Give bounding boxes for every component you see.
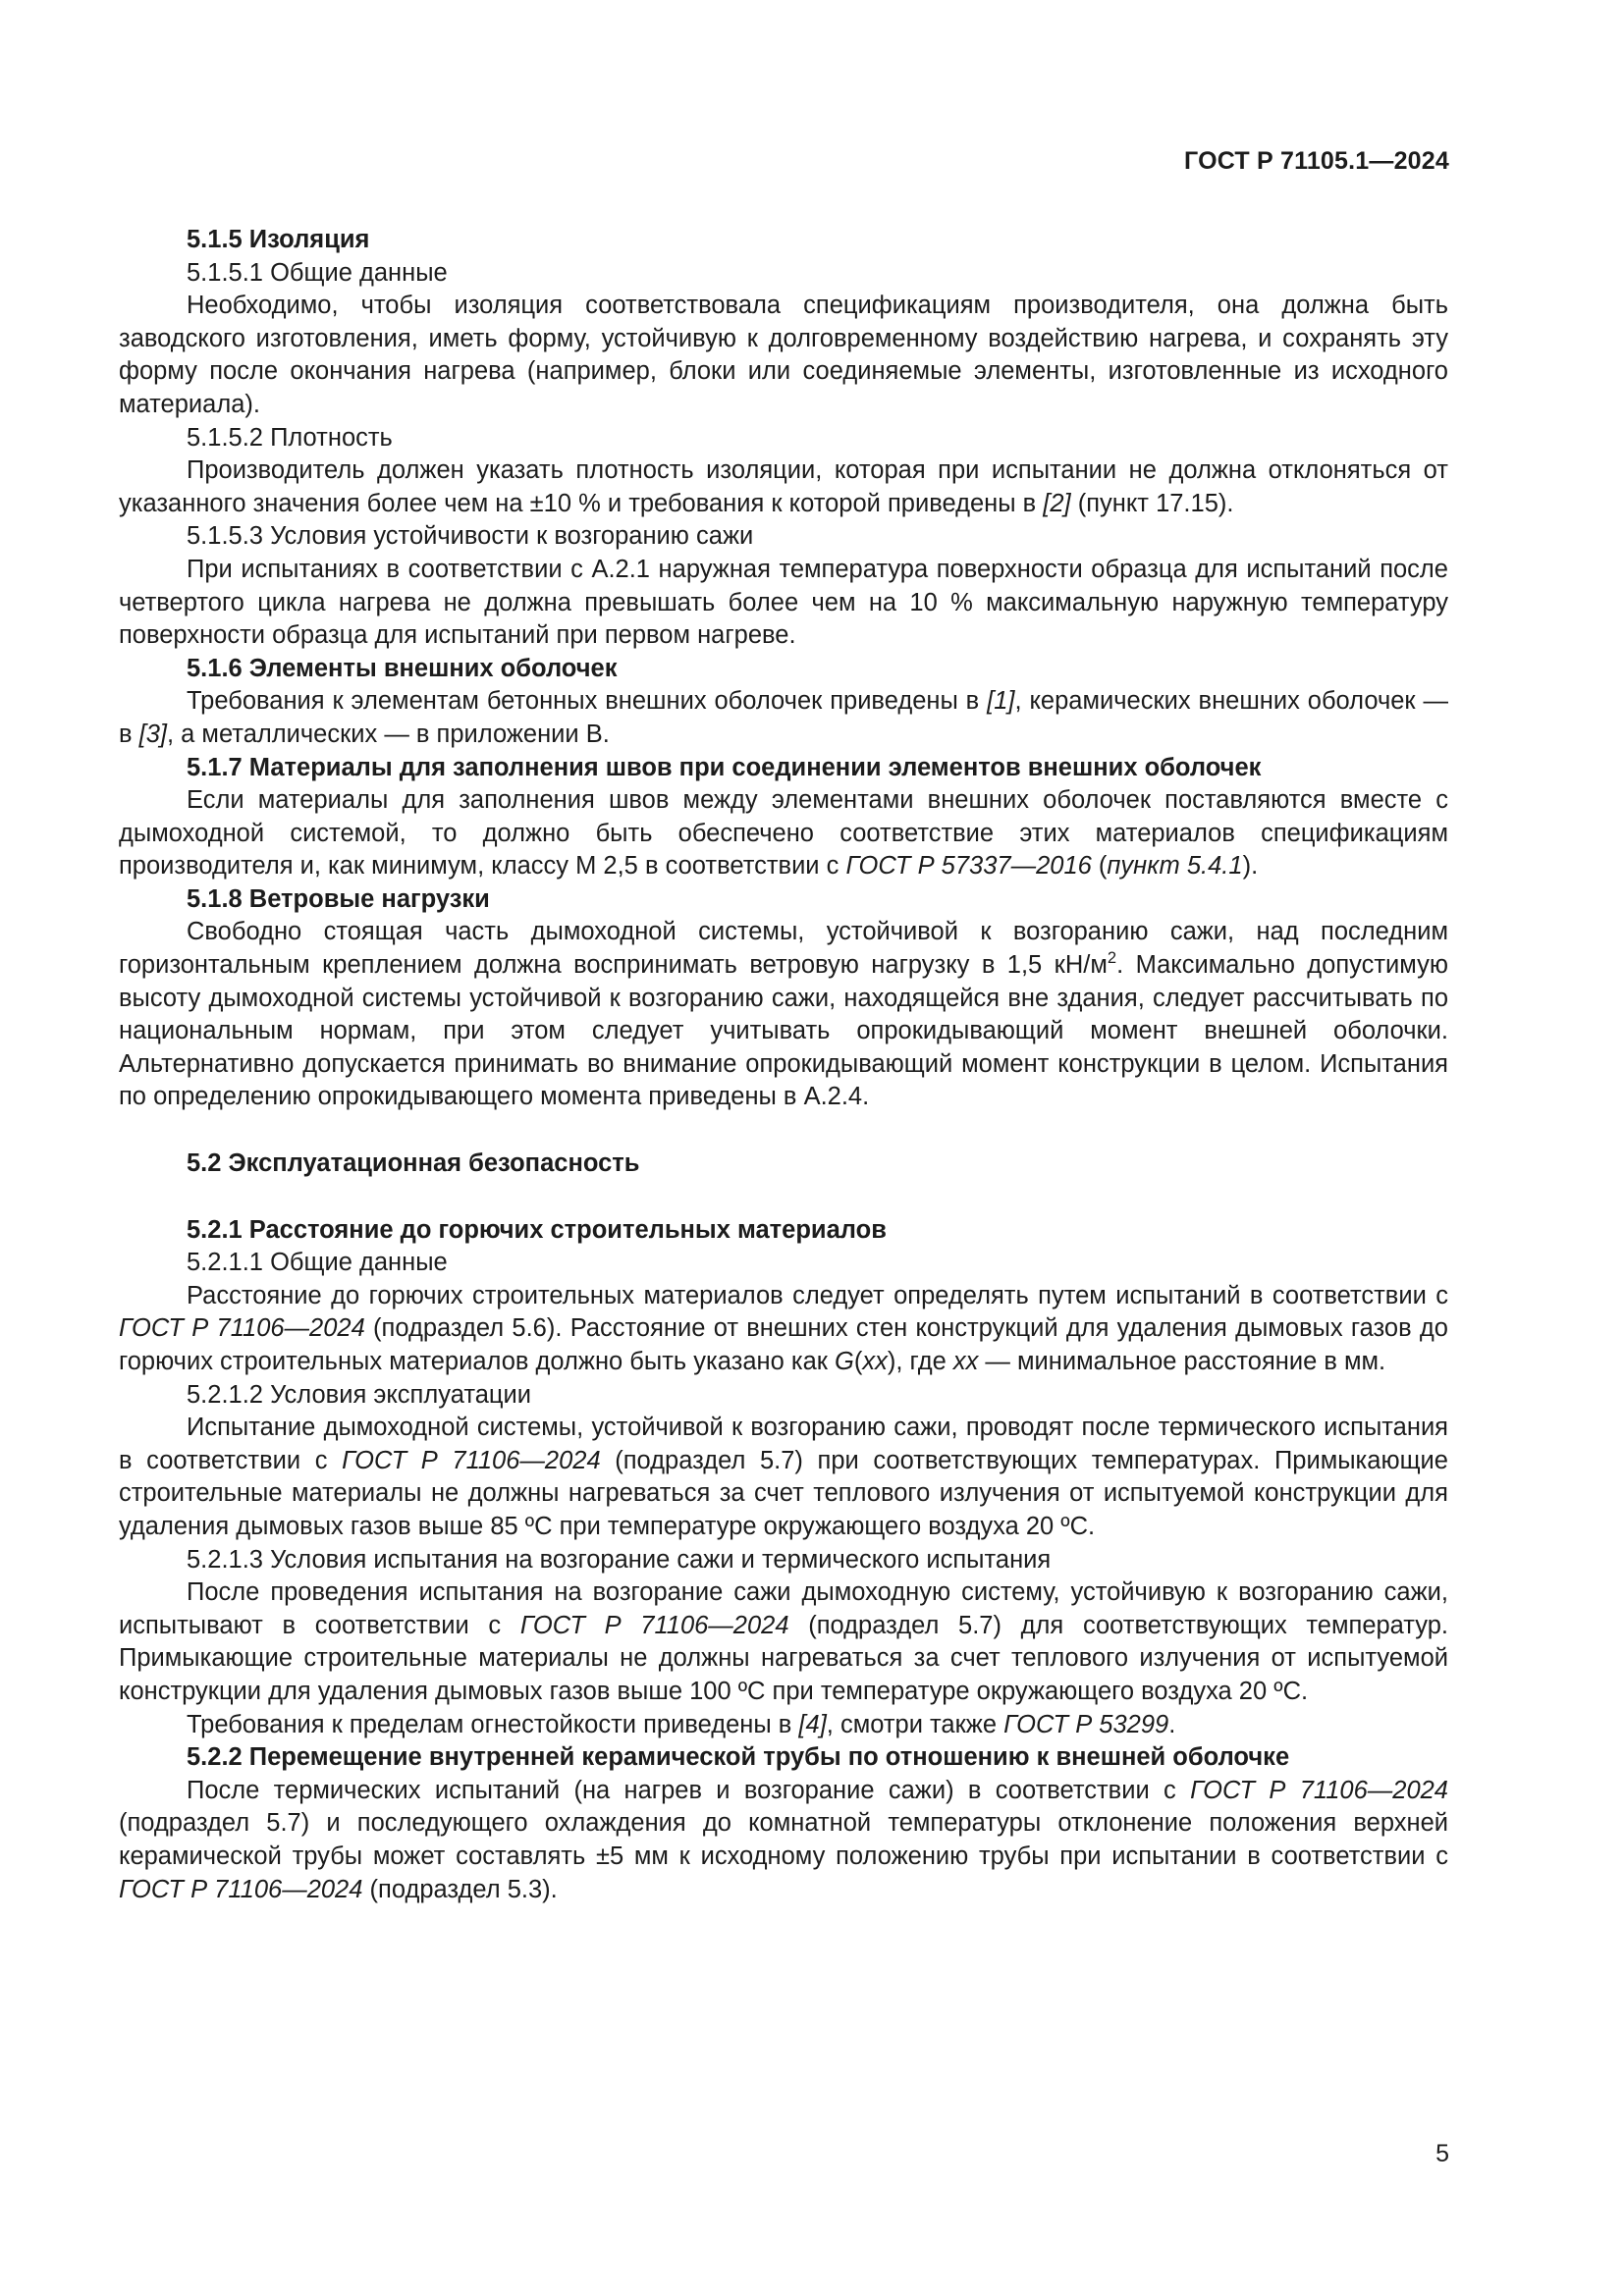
text-run: Требования к элементам бетонных внешних оболочек приведены в	[187, 687, 988, 716]
section-5-2-1-heading: 5.2.1 Расстояние до горючих строительных материалов	[187, 1215, 887, 1244]
standard-ref: ГОСТ Р 71106—2024	[119, 1875, 363, 1903]
text-run: . Максимально допустимую высоту дымоходной системы устойчивой к возгоранию сажи, находящейся вне здания, следует рассчитывать по национальным нормам, при этом следует учитывать опрокидывающий момент внешней оболочки. Альтернативно допускается принимать во внимание опрокидывающий момент конструкции в целом. Испытания по определению опрокидывающего момента приведены в А.2.4.	[119, 951, 1448, 1111]
document-code-header: ГОСТ Р 71105.1—2024	[1184, 147, 1449, 175]
section-5-2-2-heading: 5.2.2 Перемещение внутренней керамической трубы по отношению к внешней оболочке	[187, 1743, 1290, 1772]
text-run: После проведения испытания на возгорание сажи дымоходную систему, устойчивую к возгоранию сажи, испытывают в соответствии с	[119, 1578, 1448, 1639]
bibliography-ref: [1]	[987, 687, 1015, 716]
standard-ref: ГОСТ Р 71106—2024	[519, 1611, 789, 1639]
bibliography-ref: [4]	[798, 1710, 827, 1738]
clause-5-2-1-3-heading: 5.2.1.3 Условия испытания на возгорание сажи и термического испытания	[187, 1545, 1052, 1574]
bibliography-ref: [2]	[1043, 489, 1071, 517]
clause-5-2-1-2-text	[119, 1412, 1448, 1543]
clause-5-1-5-3-heading: 5.1.5.3 Условия устойчивости к возгоранию сажи	[187, 522, 754, 551]
text-run: Если материалы для заполнения швов между элементами внешних оболочек поставляются вместе с дымоходной системой, то должно быть обеспечено соответствие этих материалов спецификациям производителя и, как минимум, классу М 2,5 в соответствии с	[119, 786, 1448, 881]
section-5-2-heading: 5.2 Эксплуатационная безопасность	[187, 1149, 640, 1178]
clause-5-2-1-2-heading: 5.2.1.2 Условия эксплуатации	[187, 1380, 531, 1409]
section-5-1-6-heading: 5.1.6 Элементы внешних оболочек	[187, 654, 618, 682]
symbol-g: G	[835, 1348, 854, 1375]
text-run: , а металлических — в приложении В.	[167, 720, 610, 748]
clause-5-1-5-2-text	[119, 454, 1448, 520]
text-run: Расстояние до горючих строительных материалов следует определять путем испытаний в соответствии с	[187, 1281, 1448, 1309]
text-run: (подраздел 5.7) при соответствующих температурах. Примыкающие строительные материалы не должны нагреваться за счет теплового излучения от испытуемой конструкции для удаления дымовых газов выше 85 ºС при температуре окружающего воздуха 20 ºС.	[119, 1446, 1448, 1540]
text-run: (	[853, 1348, 863, 1375]
page-number: 5	[1435, 2140, 1449, 2167]
symbol-xx: xx	[862, 1348, 888, 1375]
text-run: После термических испытаний (на нагрев и возгорание сажи) в соответствии с	[187, 1776, 1191, 1804]
section-5-1-6-text	[119, 685, 1448, 751]
text-run: (подраздел 5.7) для соответствующих температур. Примыкающие строительные материалы не должны нагреваться за счет теплового излучения от испытуемой конструкции для удаления дымовых газов выше 100 ºС при температуре окружающего воздуха 20 ºС.	[119, 1611, 1449, 1705]
standard-ref: ГОСТ Р 57337—2016	[845, 852, 1092, 881]
text-run: (подраздел 5.6). Расстояние от внешних стен конструкций для удаления дымовых газов до горючих строительных материалов должно быть указано как	[119, 1314, 1448, 1375]
text-run: (	[1091, 852, 1108, 881]
clause-5-2-1-1-heading: 5.2.1.1 Общие данные	[187, 1249, 448, 1277]
text-run: Испытание дымоходной системы, устойчивой к возгоранию сажи, проводят после термического испытания в соответствии с	[119, 1414, 1448, 1474]
clause-5-2-1-1-text	[119, 1280, 1448, 1379]
text-run: , керамических внешних оболочек — в	[119, 687, 1448, 748]
fire-resistance-text	[119, 1709, 1448, 1742]
section-5-1-8-text	[119, 916, 1448, 1114]
section-5-1-5-heading: 5.1.5 Изоляция	[187, 226, 370, 253]
text-run: Требования к пределам огнестойкости приведены в	[187, 1710, 799, 1738]
text-run: Производитель должен указать плотность изоляции, которая при испытании не должна отклоняться от указанного значения более чем на ±10 % и требования к которой приведены в	[119, 456, 1448, 517]
standard-ref: ГОСТ Р 53299	[1003, 1710, 1169, 1738]
superscript: 2	[1107, 948, 1117, 968]
standard-ref: ГОСТ Р 71106—2024	[119, 1314, 365, 1343]
clause-5-1-5-3-text: При испытаниях в соответствии с А.2.1 наружная температура поверхности образца для испытаний после четвертого цикла нагрева не должна превышать более чем на 10 % максимальную наружную температуру поверхности образца для испытаний при первом нагреве.	[119, 555, 1448, 650]
text-run: ), где	[887, 1348, 953, 1375]
section-5-1-7-text	[119, 784, 1448, 883]
standard-ref: ГОСТ Р 71106—2024	[1190, 1776, 1448, 1804]
clause-5-1-5-2-heading: 5.1.5.2 Плотность	[187, 423, 393, 452]
section-5-1-8-heading: 5.1.8 Ветровые нагрузки	[187, 884, 490, 913]
text-run: Свободно стоящая часть дымоходной системы, устойчивой к возгоранию сажи, над последним горизонтальным креплением должна воспринимать ветровую нагрузку в 1,5 кН/м	[119, 918, 1448, 980]
clause-5-2-1-3-text	[119, 1576, 1448, 1708]
text-run: , смотри также	[826, 1710, 1004, 1738]
text-run: ).	[1242, 852, 1259, 881]
clause-5-1-5-1-text: Необходимо, чтобы изоляция соответствовала спецификациям производителя, она должна быть заводского изготовления, иметь форму, устойчивую к долговременному воздействию нагрева, и сохранять эту форму после окончания нагрева (например, блоки или соединяемые элементы, изготовленные из исходного материала).	[119, 292, 1448, 418]
text-run: (пункт 17.15).	[1070, 489, 1234, 517]
bibliography-ref: [3]	[138, 720, 167, 748]
text-run: (подраздел 5.3).	[362, 1875, 558, 1903]
symbol-xx: xx	[952, 1348, 979, 1375]
clause-5-1-5-1-heading: 5.1.5.1 Общие данные	[187, 258, 448, 287]
standard-ref: ГОСТ Р 71106—2024	[342, 1446, 601, 1474]
text-run: .	[1168, 1710, 1176, 1738]
standard-clause-ref: пункт 5.4.1	[1107, 852, 1243, 881]
section-5-2-2-text	[119, 1775, 1448, 1906]
text-run: (подраздел 5.7) и последующего охлаждения до комнатной температуры отклонение положения верхней керамической трубы может составлять ±5 мм к исходному положению трубы при испытании в соответствии с	[119, 1809, 1448, 1870]
document-body	[119, 224, 1448, 1906]
text-run: — минимальное расстояние в мм.	[978, 1348, 1386, 1375]
section-5-1-7-heading: 5.1.7 Материалы для заполнения швов при соединении элементов внешних оболочек	[187, 753, 1262, 781]
